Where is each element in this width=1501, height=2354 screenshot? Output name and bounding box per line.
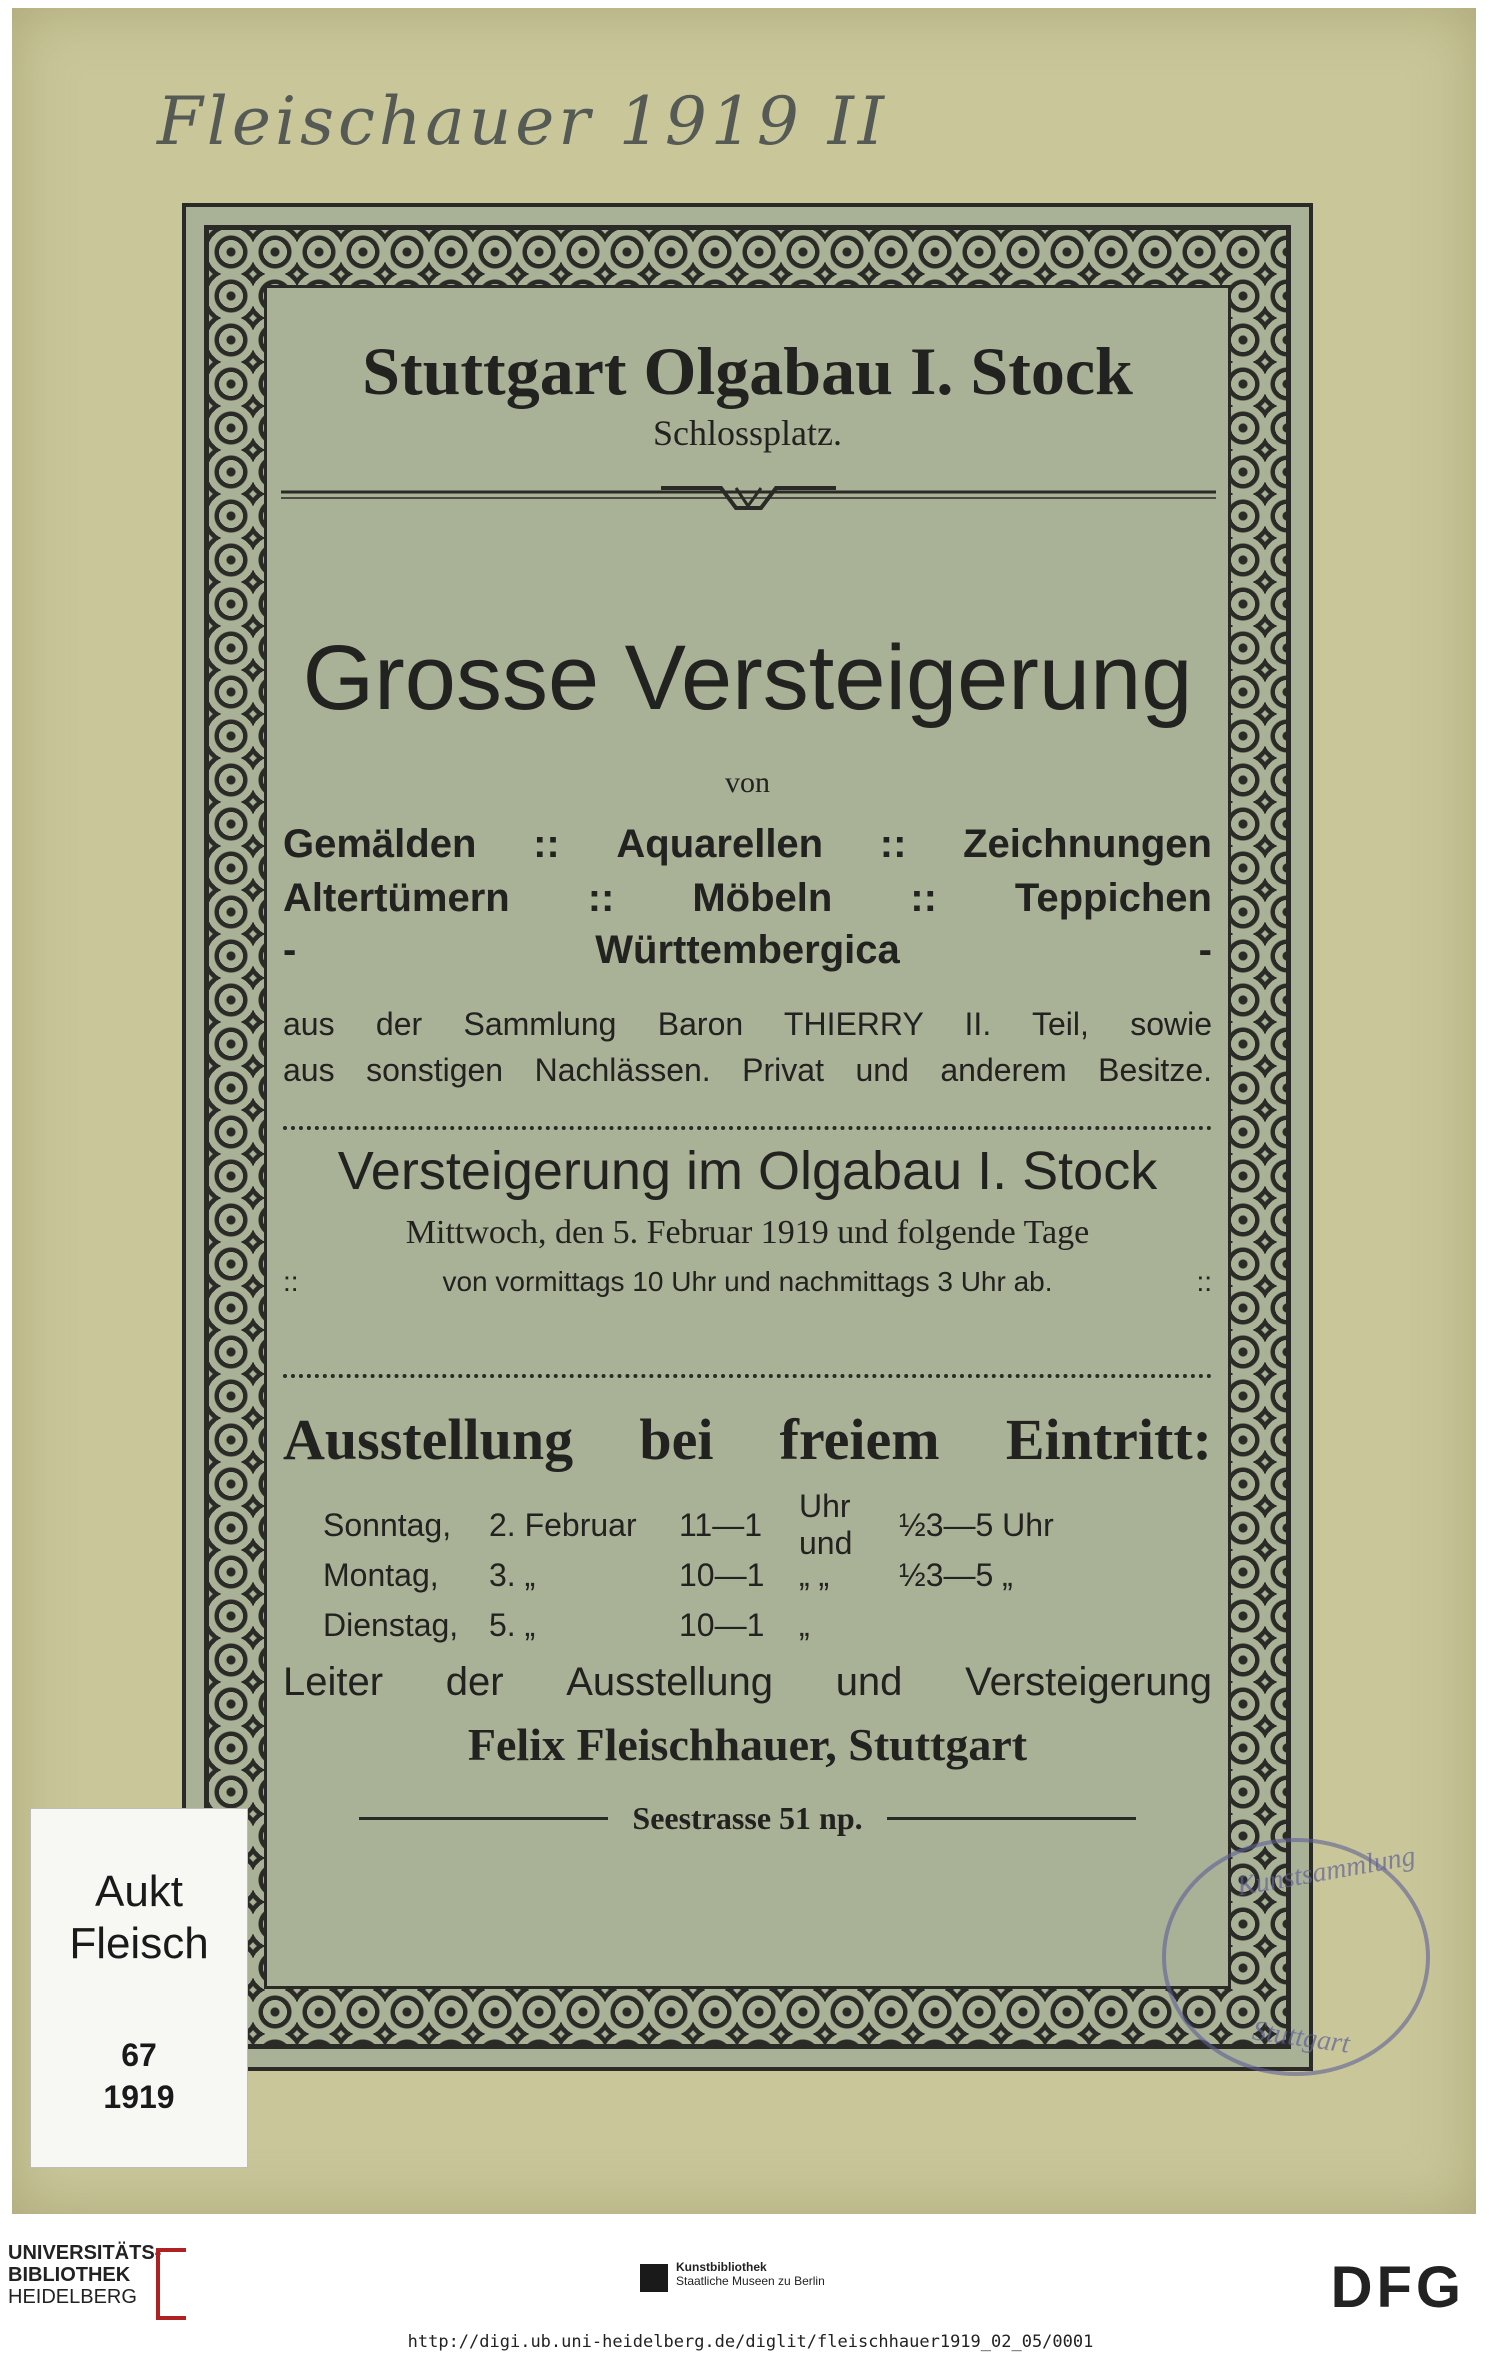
schedule-connector: „: [799, 1606, 810, 1643]
schedule-date: 5. „: [489, 1606, 536, 1643]
leiter-word: und: [835, 1660, 903, 1704]
schedule-connector: „ „: [799, 1556, 830, 1593]
category-separator: ::: [587, 876, 615, 920]
footer-bar: [0, 2220, 1501, 2354]
von-text: von: [725, 766, 770, 799]
schedule-day: Dienstag,: [323, 1606, 459, 1643]
auctioneer-name: Felix Fleischhauer, Stuttgart: [467, 1719, 1028, 1770]
auction-time: [283, 1266, 1212, 1298]
schedule-connector: Uhr und: [799, 1488, 853, 1561]
document-page: [12, 8, 1476, 2214]
schedule-date: 2. Februar: [489, 1506, 637, 1543]
category-item: Zeichnungen: [963, 822, 1212, 866]
exhibition-word: Ausstellung: [283, 1407, 574, 1472]
schedule-row: [323, 1550, 1099, 1600]
schedule-date: 3. „: [489, 1556, 536, 1593]
source-url[interactable]: http://digi.ub.uni-heidelberg.de/diglit/fleischhauer1919_02_05/0001: [407, 2332, 1094, 2352]
ornament-divider: [281, 474, 1216, 514]
address-text: Seestrasse 51 np.: [632, 1800, 863, 1836]
leiter-word: Ausstellung: [566, 1660, 774, 1704]
schedule-row: [323, 1600, 1099, 1650]
headline: Grosse Versteigerung: [302, 627, 1193, 729]
label-line: Aukt: [94, 1867, 184, 1916]
collection-line-2: aus sonstigen Nachlässen. Privat und anderem Besitze.: [283, 1052, 1212, 1088]
exhibition-word: Eintritt:: [1005, 1407, 1212, 1472]
schedule-hours: ½3—5 „: [899, 1556, 1013, 1593]
dfg-logo: DFG: [1330, 2255, 1465, 2320]
poster-content: [264, 285, 1231, 1989]
schedule-hours: ½3—5 Uhr: [899, 1506, 1054, 1543]
label-line: Fleisch: [69, 1919, 209, 1968]
category-item: Gemälden: [283, 822, 477, 866]
schedule-day: Sonntag,: [323, 1506, 452, 1543]
handwritten-note: Fleischauer 1919 II: [157, 83, 888, 160]
exhibition-word: bei: [639, 1407, 714, 1472]
kunstbibliothek-text: [676, 2260, 825, 2288]
uhd-logo-text: [8, 2242, 161, 2308]
exhibition-schedule: [323, 1488, 1099, 1650]
exhibition-word: freiem: [779, 1407, 940, 1472]
separator: ::: [1196, 1266, 1212, 1297]
separator: ::: [283, 1266, 299, 1297]
library-stamp: [1162, 1838, 1430, 2076]
label-number: 67: [121, 2037, 157, 2073]
dash: -: [283, 928, 297, 972]
uhd-line: BIBLIOTHEK: [8, 2264, 131, 2286]
category-item: Teppichen: [1014, 876, 1212, 920]
leiter-word: der: [445, 1660, 504, 1704]
schedule-row: [323, 1488, 1099, 1561]
kb-line: Kunstbibliothek: [676, 2260, 767, 2274]
category-item: Württembergica: [595, 928, 900, 972]
leiter-line: [283, 1660, 1212, 1705]
kunstbibliothek-logo-icon: [640, 2264, 668, 2292]
auction-title: Versteigerung im Olgabau I. Stock: [337, 1141, 1158, 1201]
category-row-2: [283, 876, 1212, 921]
auction-time-text: von vormittags 10 Uhr und nachmittags 3 Uhr ab.: [442, 1266, 1053, 1297]
category-separator: ::: [910, 876, 937, 920]
category-item: Möbeln: [692, 876, 833, 920]
schedule-day: Montag,: [323, 1556, 439, 1593]
label-year: 1919: [103, 2079, 175, 2115]
category-row-3: [283, 928, 1212, 973]
dotted-divider: [283, 1374, 1212, 1378]
category-item: Altertümern: [283, 876, 510, 920]
schedule-hours: 10—1: [679, 1606, 765, 1643]
dash: -: [1198, 928, 1212, 972]
category-row-1: [283, 822, 1212, 867]
uhd-line: HEIDELBERG: [8, 2286, 137, 2308]
dotted-divider: [283, 1126, 1212, 1130]
poster-subtitle: Schlossplatz.: [653, 413, 842, 453]
poster-title: Stuttgart Olgabau I. Stock: [362, 333, 1133, 409]
address-rule-left: [359, 1817, 608, 1820]
category-separator: ::: [879, 822, 907, 866]
uhd-logo-icon: [156, 2248, 186, 2320]
stamp-text-bottom: Stuttgart: [1250, 2015, 1352, 2060]
auction-date: Mittwoch, den 5. Februar 1919 und folgende Tage: [405, 1214, 1090, 1251]
uhd-line: UNIVERSITÄTS-: [8, 2242, 162, 2264]
leiter-word: Leiter: [283, 1660, 384, 1704]
address-line: [359, 1800, 1136, 1837]
shelf-label: [30, 1808, 248, 2168]
stamp-text-top: Kunstsammlung: [1234, 1840, 1418, 1903]
schedule-hours: 10—1: [679, 1556, 765, 1593]
exhibition-heading: [283, 1406, 1212, 1473]
category-separator: ::: [533, 822, 560, 866]
address-rule-right: [887, 1817, 1136, 1820]
schedule-hours: 11—1: [679, 1506, 763, 1543]
collection-line-1: aus der Sammlung Baron THIERRY II. Teil, sowie: [283, 1006, 1212, 1042]
kb-line: Staatliche Museen zu Berlin: [676, 2274, 825, 2288]
poster-frame: [182, 203, 1313, 2071]
category-item: Aquarellen: [616, 822, 824, 866]
leiter-word: Versteigerung: [965, 1660, 1212, 1704]
